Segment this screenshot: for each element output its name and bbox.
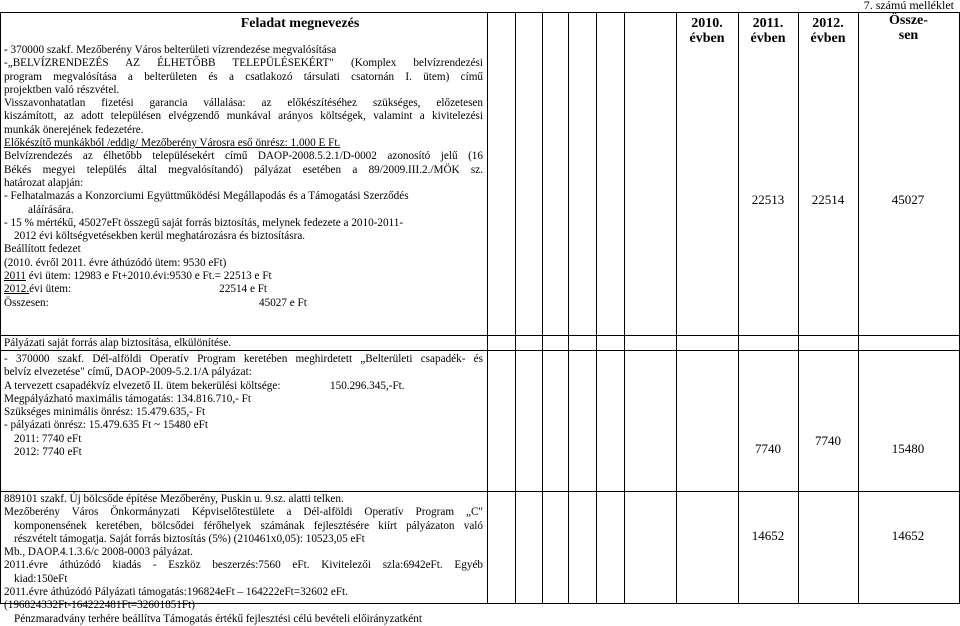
row1-line: Visszavonhatatlan fizetési garancia vállalása: az előkészítéséhez szükséges, előzetesen xyxy=(4,97,483,110)
row3-line: 2011: 7740 eFt xyxy=(14,432,82,445)
row3-cost-label: A tervezett csapadékvíz elvezető II. ütem bekerülési költsége: xyxy=(4,379,281,392)
column-divider xyxy=(596,12,597,603)
row3-line: Megpályázható maximális támogatás: 134.816.710,- Ft xyxy=(4,392,252,405)
column-divider xyxy=(515,12,516,603)
header-2010 xyxy=(676,16,738,46)
annex-label: 7. számú melléklet xyxy=(863,0,954,12)
row3-value-total: 15480 xyxy=(891,441,925,456)
row3-line xyxy=(4,380,483,393)
row1-line: - 15 % mértékű, 45027eFt összegű saját forrás biztosítás, melynek fedezete a 2010-2011- xyxy=(4,216,404,229)
header-2011 xyxy=(738,16,798,46)
row3-line: - 370000 szakf. Dél-alföldi Operatív Program keretében meghirdetett „Belterületi csapadék- és xyxy=(4,353,483,365)
column-divider-task xyxy=(487,12,488,603)
row3-line: belvíz elvezetése" című, DAOP-2009-5.2.1/A pályázat: xyxy=(4,366,252,379)
row3-value-2011: 7740 xyxy=(755,441,781,456)
row1-value-total: 45027 xyxy=(891,192,925,207)
row1-line: 2012 évi költségvetésekben kerül meghatározásra és biztosításra. xyxy=(14,230,306,243)
table-top-border xyxy=(0,12,960,13)
row4-line: Mb., DAOP.4.1.3.6/c 2008-0003 pályázat. xyxy=(4,546,193,559)
row1-2012-amount: 22514 e Ft xyxy=(219,283,268,296)
row1-total-amount: 45027 e Ft xyxy=(259,296,307,309)
row1-year-2011: 2011 xyxy=(4,270,26,283)
table-left-border xyxy=(0,12,1,603)
header-total-line2: sen xyxy=(898,28,919,43)
header-2012-unit: évben xyxy=(810,31,846,46)
row1-year-2012: 2012. xyxy=(4,283,30,296)
row4-line: 2011.évre áthúzódó kiadás - Eszköz beszerzés:7560 eFt. Kivitelezői szla:6942eFt. Egyéb xyxy=(4,559,483,572)
column-divider-total xyxy=(858,12,859,603)
row1-line: - Felhatalmazás a Konzorciumi Együttműködési Megállapodás és a Támogatási Szerződés xyxy=(4,190,409,203)
row4-line: részvételt támogatja. Saját forrás biztosítás (5%) (210461x0,05): 10523,05 eFt xyxy=(14,532,365,545)
header-2010-year: 2010. xyxy=(691,16,723,31)
row3-line: - pályázati önrész: 15.479.635 Ft ~ 15480 eFt xyxy=(4,419,208,432)
row1-line: -„BELVÍZRENDEZÉS AZ ÉLHETŐBB TELEPÜLÉSEKÉRT" (Komplex belvízrendezési xyxy=(4,57,483,70)
row3-description xyxy=(4,353,483,459)
row1-line: Békés megyei település által megvalósítandó) pályázat esetében a 89/2009.III.2./MÖK sz. xyxy=(4,163,483,176)
row1-line: projektben való részvétel. xyxy=(4,83,120,96)
row1-line: munkák önerejének fedezetére. xyxy=(4,123,144,136)
row1-line: - 370000 szakf. Mezőberény Város belterületi vízrendezése megvalósítása xyxy=(4,44,337,56)
row4-line: 2011.évre áthúzódó Pályázati támogatás:196824eFt – 164222eFt=32602 eFt. xyxy=(4,586,348,599)
column-divider xyxy=(624,12,625,603)
row4-line: 889101 szakf. Új bölcsőde építése Mezőberény, Puskin u. 9.sz. alatti telken. xyxy=(4,493,344,505)
row1-line xyxy=(4,297,483,310)
column-divider-2010 xyxy=(676,12,677,603)
row1-line: aláírására. xyxy=(28,203,74,216)
row4-line: (196824332Ft-164222481Ft=32601851Ft) xyxy=(4,599,195,612)
row1-line xyxy=(4,283,483,296)
column-divider xyxy=(568,12,569,603)
row4-value-total: 14652 xyxy=(891,528,925,543)
row3-line: 2012: 7740 eFt xyxy=(14,446,82,459)
header-2011-unit: évben xyxy=(750,31,786,46)
row1-total-label: Összesen: xyxy=(4,296,49,309)
row4-line: komponensének keretében, bölcsődei férőhelyek számának fejlesztésére kiírt pályázaton való xyxy=(14,519,483,532)
row3-line: Szükséges minimális önrész: 15.479.635,- Ft xyxy=(4,406,206,419)
row4-description xyxy=(4,493,483,626)
row1-value-2012: 22514 xyxy=(811,192,845,207)
header-2011-year: 2011. xyxy=(752,16,784,31)
row1-line: (2010. évről 2011. évre áthúzódó ütem: 9530 eFt) xyxy=(4,256,227,269)
row1-2012-text: évi ütem: xyxy=(29,283,72,296)
row1-line: kiszámított, az adott településen elvégzendő munkával arányos költségek, valamint a kivitelezési xyxy=(4,110,483,123)
row4-line: Mezőberény Város Önkormányzati Képviselőtestülete a Dél-alföldi Operatív Program „C" xyxy=(4,506,483,519)
row-divider-3 xyxy=(0,491,960,492)
row1-line: Beállított fedezet xyxy=(4,243,81,256)
header-total-line1: Össze- xyxy=(889,13,928,28)
row2-description xyxy=(4,337,483,350)
row1-line xyxy=(4,270,483,283)
row1-line: Előkészítő munkákból /eddig/ Mezőberény Városra eső önrész: 1.000 E Ft. xyxy=(4,137,341,150)
column-divider xyxy=(542,12,543,603)
header-2012-year: 2012. xyxy=(812,16,844,31)
row1-description xyxy=(4,44,483,310)
row4-line: kiad:150eFt xyxy=(14,572,68,585)
row3-cost-value: 150.296.345,-Ft. xyxy=(330,379,405,392)
row1-2011-text: évi ütem: 12983 e Ft+2010.évi:9530 e Ft.= 22513 e Ft xyxy=(25,270,272,283)
header-total xyxy=(858,13,959,43)
row3-value-2012: 7740 xyxy=(815,433,841,448)
row1-line: határozat alapján: xyxy=(4,176,84,189)
row1-line: program megvalósítása a belterületen és a csatlakozó társulati csatornán I. ütem) című xyxy=(4,70,483,83)
row-divider-1 xyxy=(0,335,960,336)
column-divider-2012 xyxy=(798,12,799,603)
row4-value-2011: 14652 xyxy=(751,528,785,543)
header-2010-unit: évben xyxy=(689,31,725,46)
row2-line: Pályázati saját forrás alap biztosítása, elkülönítése. xyxy=(4,337,232,349)
row1-value-2011: 22513 xyxy=(751,192,785,207)
row4-line: Pénzmaradvány terhére beállítva Támogatás értékű fejlesztési célú bevételi előirányzatként xyxy=(14,612,422,625)
column-divider-2011 xyxy=(738,12,739,603)
header-task: Feladat megnevezés xyxy=(240,16,360,31)
row1-line: Belvízrendezés az élhetőbb településekért című DAOP-2008.5.2.1/D-0002 azonosító jelű (16 xyxy=(4,150,483,163)
header-2012 xyxy=(798,16,858,46)
